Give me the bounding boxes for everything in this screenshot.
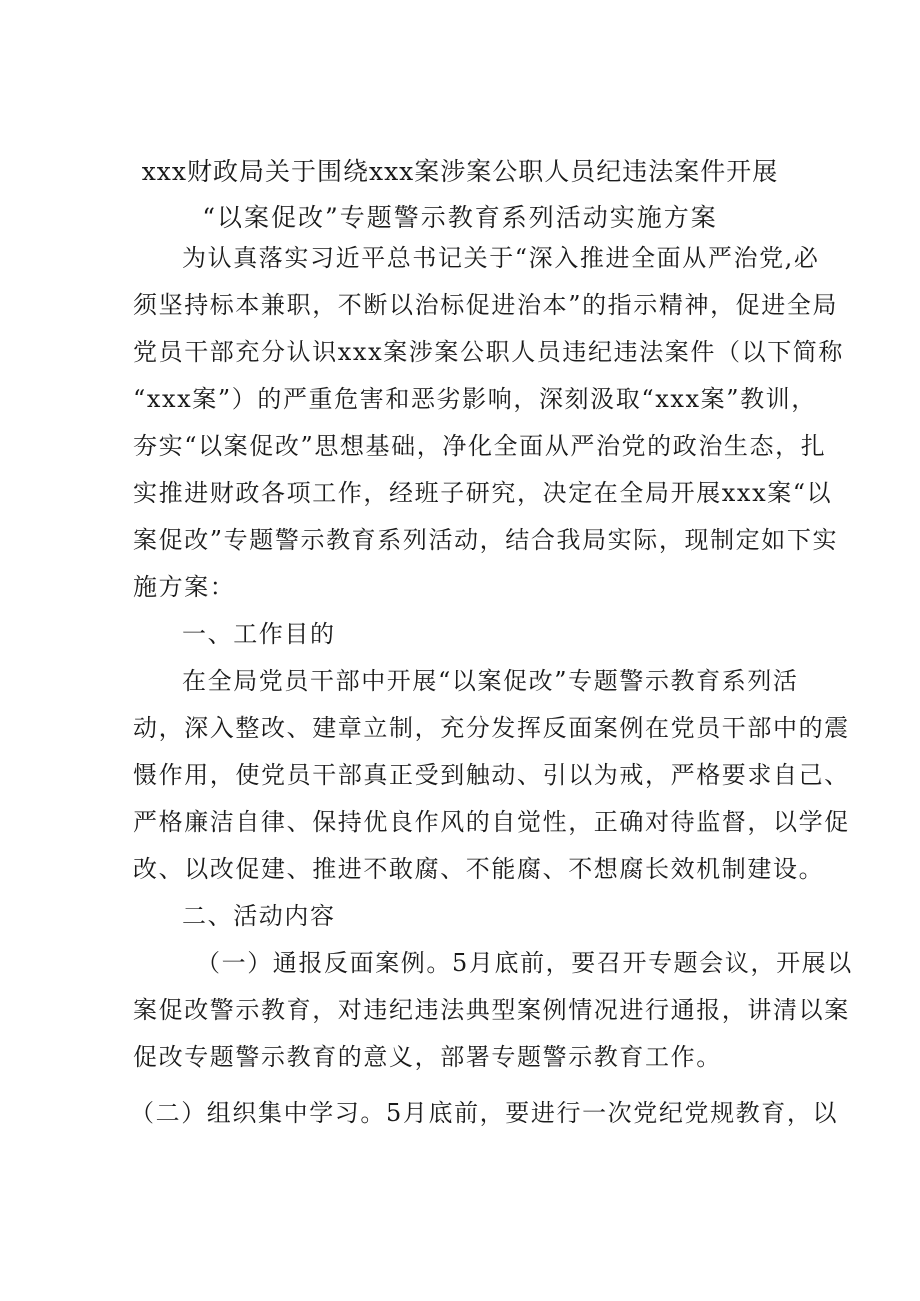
intro-line-4: “xxx案”）的严重危害和恶劣影响，深刻汲取“xxx案”教训， [133,385,817,413]
intro-line-5: 夯实“以案促改”思想基础，净化全面从严治党的政治生态，扎 [133,432,827,460]
intro-line-8: 施方案： [133,573,236,601]
section1-line-4: 严格廉洁自律、保持优良作风的自觉性，正确对待监督，以学促 [133,808,850,836]
section1-line-2: 动，深入整改、建章立制，充分发挥反面案例在党员干部中的震 [133,714,850,742]
document-title-line-2: “以案促改”专题警示教育系列活动实施方案 [202,203,718,232]
section1-line-1: 在全局党员干部中开展“以案促改”专题警示教育系列活 [182,667,799,695]
intro-line-1: 为认真落实习近平总书记关于“深入推进全面从严治党,必 [182,244,820,272]
section2-item1-line-1: （一）通报反面案例。5月底前，要召开专题会议，开展以 [196,949,853,977]
section2-item1-line-3: 促改专题警示教育的意义，部署专题警示教育工作。 [133,1043,722,1071]
section2-heading: 二、活动内容 [182,902,336,930]
section1-line-5: 改、以改促建、推进不敢腐、不能腐、不想腐长效机制建设。 [133,855,825,883]
section1-line-3: 慑作用，使党员干部真正受到触动、引以为戒，严格要求自己、 [133,761,850,789]
document-title-line-1: xxx财政局关于围绕xxx案涉案公职人员纪违法案件开展 [141,157,779,186]
section1-heading: 一、工作目的 [182,620,336,648]
intro-line-6: 实推进财政各项工作，经班子研究，决定在全局开展xxx案“以 [133,479,833,507]
intro-line-7: 案促改”专题警示教育系列活动，结合我局实际，现制定如下实 [133,526,839,554]
section2-item1-line-2: 案促改警示教育，对违纪违法典型案例情况进行通报，讲清以案 [133,996,850,1024]
section2-item2-line-1: （二）组织集中学习。5月底前，要进行一次党纪党规教育，以 [130,1099,839,1127]
intro-line-3: 党员干部充分认识xxx案涉案公职人员违纪违法案件（以下简称 [133,338,845,366]
intro-line-2: 须坚持标本兼职，不断以治标促进治本”的指示精神，促进全局 [133,291,839,319]
